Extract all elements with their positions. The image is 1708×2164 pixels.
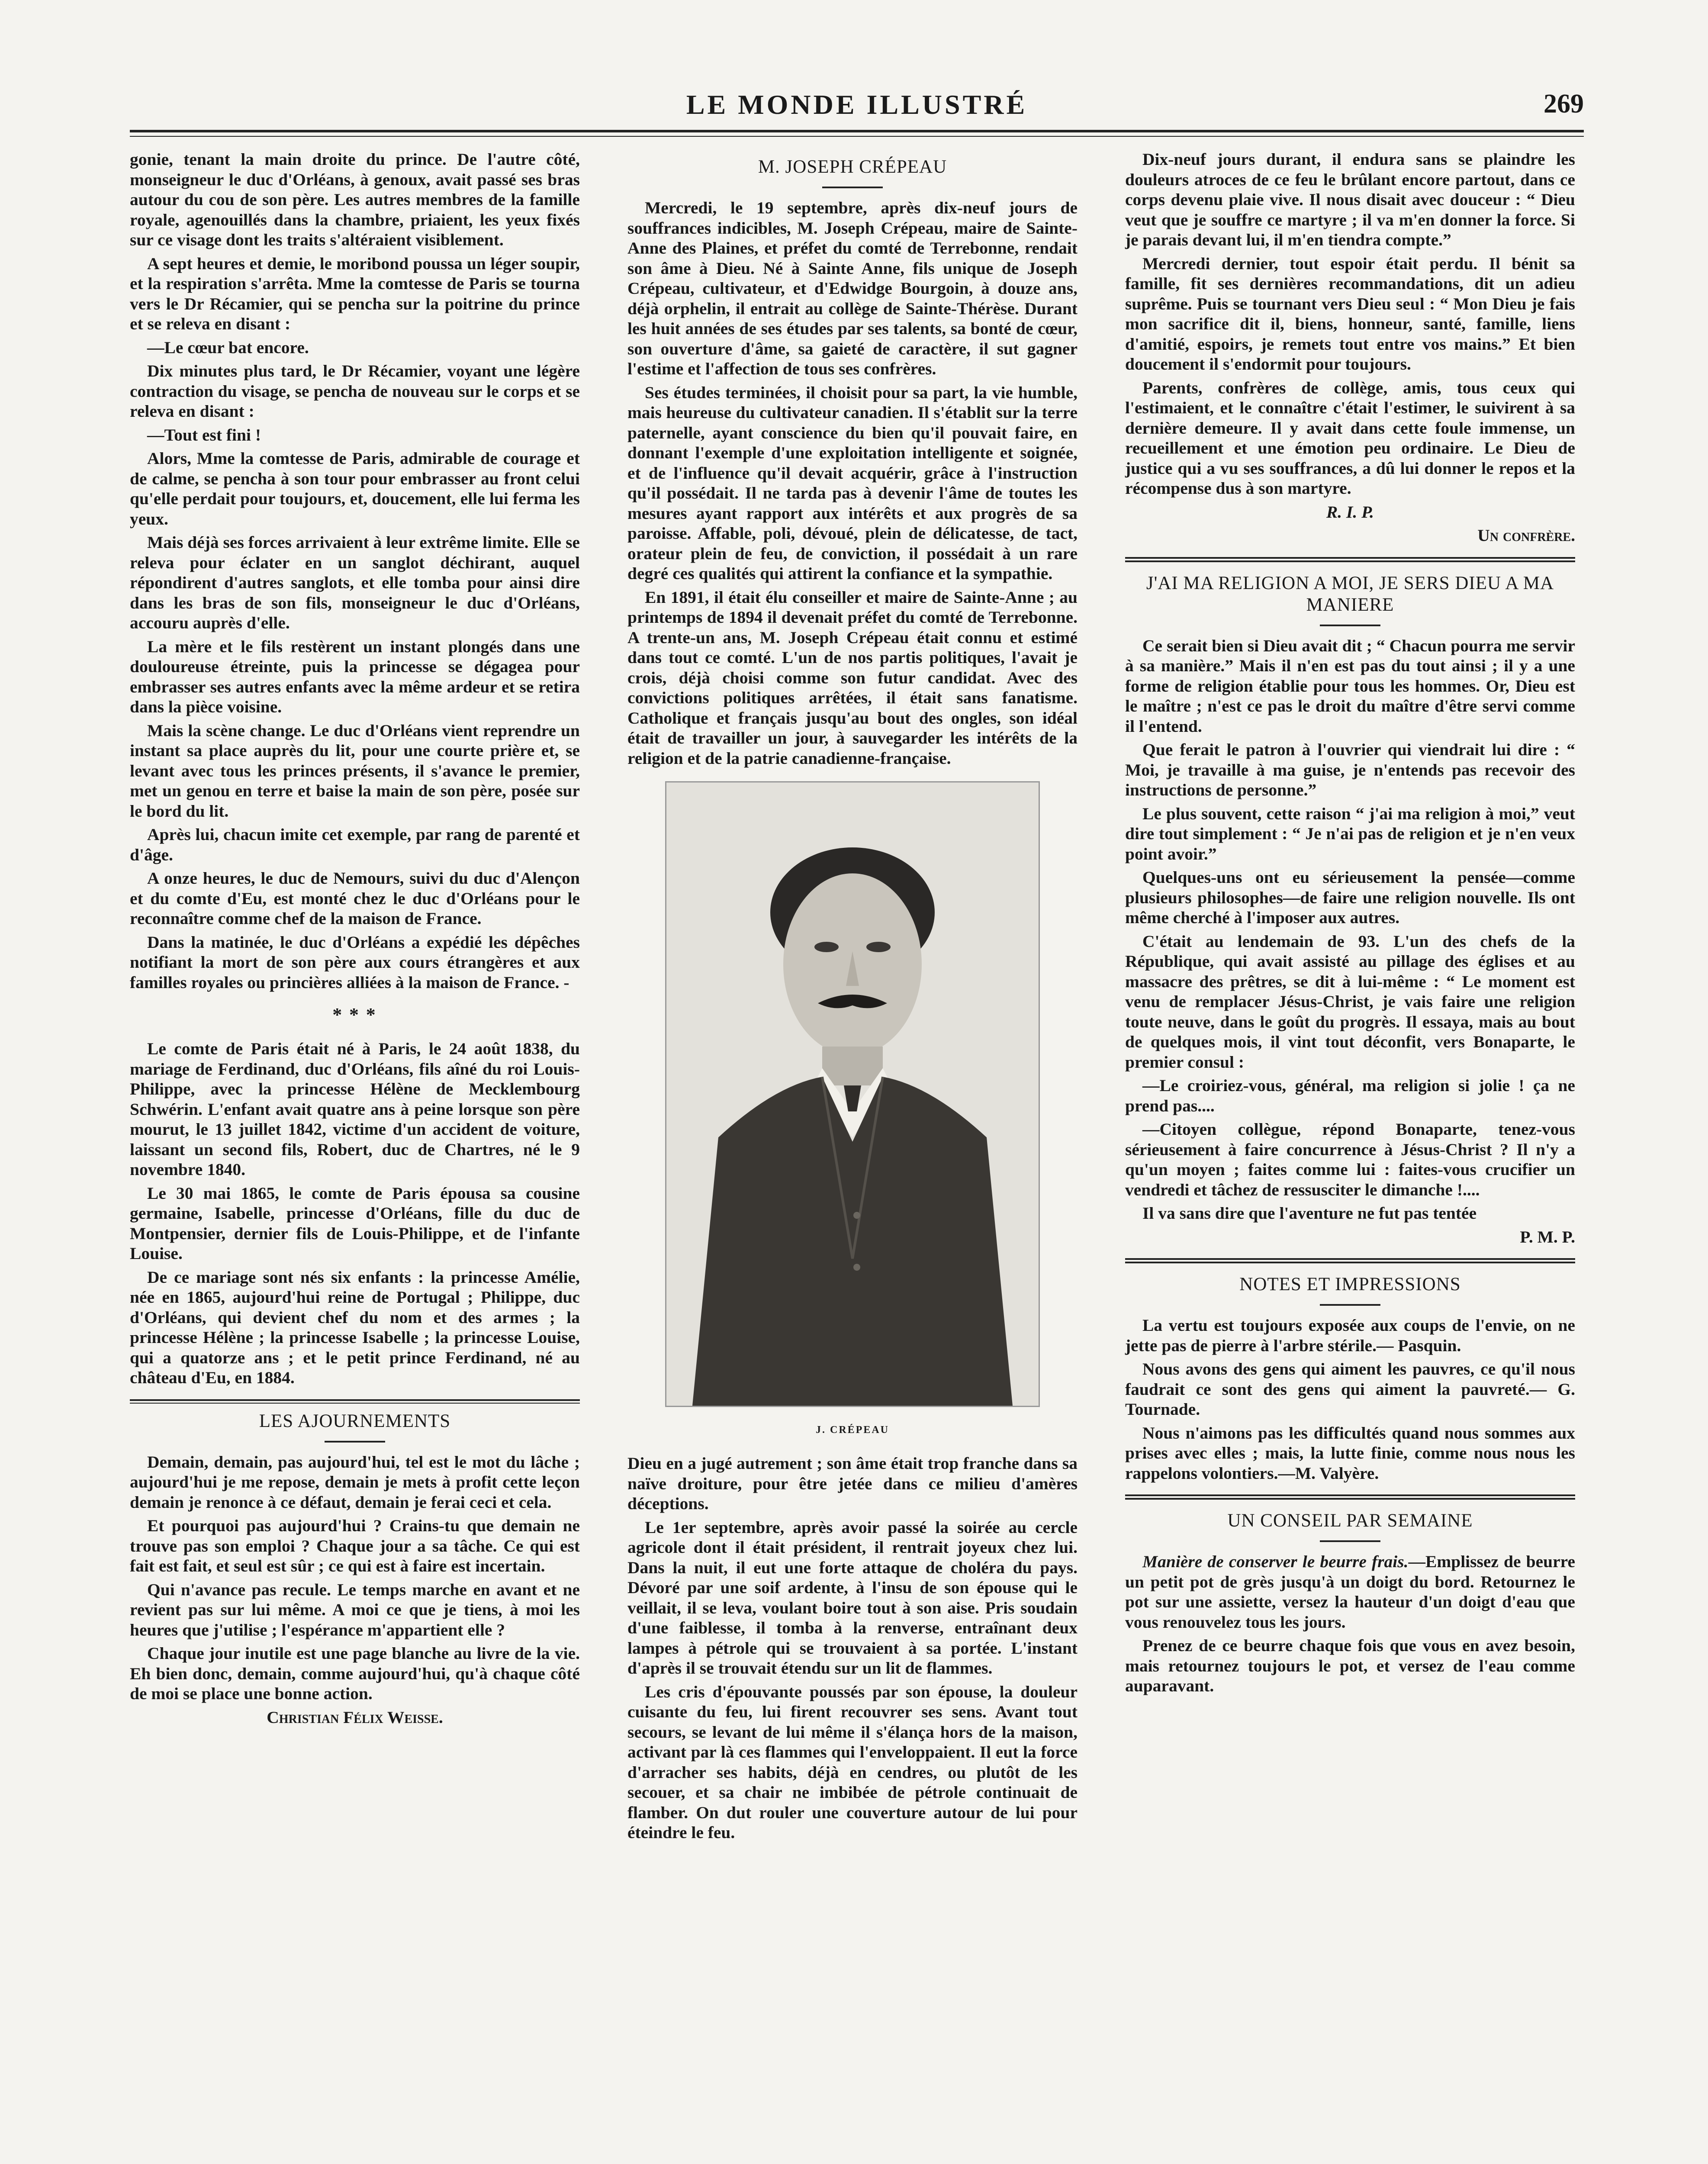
paragraph: Alors, Mme la comtesse de Paris, admirable de courage et de calme, se pencha à son tour pour embrasser au front celui qu'elle perdait pour toujours, et, doucement, elle lui ferma les yeux.: [130, 449, 580, 528]
paragraph: Le comte de Paris était né à Paris, le 24 août 1838, du mariage de Ferdinand, duc d'Orléans, fils aîné du roi Louis-Philippe, avec la princesse Hélène de Mecklembourg Schwérin. L'enfant avait quatre ans à peine lorsque son père mourut, le 13 juillet 1842, victime d'un accident de voiture, laissant un second fils, Robert, duc de Chartres, né le 9 novembre 1840.: [130, 1039, 580, 1179]
rip-line: R. I. P.: [1326, 502, 1374, 522]
paragraph: —Le cœur bat encore.: [147, 338, 309, 357]
paragraph: Demain, demain, pas aujourd'hui, tel est le mot du lâche ; aujourd'hui je me repose, demain je mets à profit cette leçon demain je renonce à ce défaut, demain je ferai ceci et cela.: [130, 1452, 580, 1512]
column-2: [627, 149, 1078, 1846]
paragraph: —Citoyen collègue, répond Bonaparte, tenez-vous sérieusement à faire concurrence à Jésus-Christ ? Il n'y a qu'un moyen ; faites comme lui : faites-vous crucifier un vendredi et tâchez de ressusciter le dimanche !....: [1125, 1120, 1575, 1199]
section-rule-thin: [1125, 560, 1575, 562]
paragraph: Mercredi, le 19 septembre, après dix-neuf jours de souffrances indicibles, M. Joseph Crépeau, maire de Sainte-Anne des Plaines, et préfet du comté de Terrebonne, rendait son âme à Dieu. Né à Sainte Anne, fils unique de Joseph Crépeau, cultivateur, et d'Edwidge Bourgoin, à douze ans, déjà orphelin, il entrait au collège de Sainte-Thérèse. Durant les huit années de ses études par ses talents, sa bonté de cœur, son ouverture d'âme, sa gaieté de caractère, il sut gagner l'estime et l'affection de tous ses confrères.: [627, 198, 1078, 378]
paragraph: —Le croiriez-vous, général, ma religion si jolie ! ça ne prend pas....: [1125, 1076, 1575, 1115]
article-heading-conseil: UN CONSEIL PAR SEMAINE: [1227, 1510, 1473, 1531]
paragraph: Le plus souvent, cette raison “ j'ai ma religion à moi,” veut dire tout simplement : “ Je n'ai pas de religion et je n'en veux point avoir.”: [1125, 804, 1575, 863]
photo-caption: J. CRÉPEAU: [815, 1424, 889, 1436]
paragraph: Le 30 mai 1865, le comte de Paris épousa sa cousine germaine, Isabelle, princesse d'Orléans, fille du duc de Montpensier, dernier fils de Louis-Philippe, et de l'infante Louise.: [130, 1183, 580, 1263]
paragraph: Et pourquoi pas aujourd'hui ? Crains-tu que demain ne trouve pas son emploi ? Chaque jour a sa tâche. Ce qui est fait est fait, et seul est sûr ; ce qui est à faire est incertain.: [130, 1516, 580, 1575]
paragraph: Nous n'aimons pas les difficultés quand nous sommes aux prises avec elles ; mais, la lutte finie, comme nous nous les rappelons volontiers.—M. Valyère.: [1125, 1423, 1575, 1483]
author-signature: Christian Félix Weisse.: [267, 1707, 443, 1727]
heading-rule: [1320, 625, 1380, 626]
article-heading-religion: J'AI MA RELIGION A MOI, JE SERS DIEU A MA MANIERE: [1146, 573, 1554, 615]
heading-rule: [1320, 1304, 1380, 1306]
paragraph: La vertu est toujours exposée aux coups de l'envie, on ne jette pas de pierre à l'arbre stérile.— Pasquin.: [1125, 1316, 1575, 1355]
portrait-photo: [665, 781, 1040, 1407]
article-heading-ajournements: LES AJOURNEMENTS: [259, 1410, 451, 1431]
column-3: [1125, 149, 1575, 1700]
paragraph: [1125, 1552, 1575, 1632]
section-rule: [1125, 1258, 1575, 1260]
paragraph: Ce serait bien si Dieu avait dit ; “ Chacun pourra me servir à sa manière.” Mais il n'en est pas du tout ainsi ; il y a une forme de religion établie pour tous les hommes. Or, Dieu est le maître ; n'est ce pas le droit du maître d'être servi comme il l'entend.: [1125, 636, 1575, 736]
section-stars: * * *: [332, 1004, 377, 1025]
paragraph: La mère et le fils restèrent un instant plongés dans une douloureuse étreinte, puis la princesse se dégagea pour embrasser ses autres enfants avec la même ardeur et se retira dans la pièce voisine.: [130, 637, 580, 716]
paragraph: A sept heures et demie, le moribond poussa un léger soupir, et la respiration s'arrêta. Mme la comtesse de Paris se tourna vers le Dr Récamier, qui se pencha sur la poitrine du prince et se releva en disant :: [130, 254, 580, 333]
paragraph: Mais la scène change. Le duc d'Orléans vient reprendre un instant sa place auprès du lit, pour une courte prière et, se levant avec tous les princes présents, il s'avance le premier, met un genou en terre et baise la main de son père, posée sur le bord du lit.: [130, 721, 580, 821]
paragraph: Que ferait le patron à l'ouvrier qui viendrait lui dire : “ Moi, je travaille à ma guise, je n'entends pas recevoir des instructions de personne.”: [1125, 740, 1575, 799]
newspaper-title: LE MONDE ILLUSTRÉ: [686, 89, 1028, 120]
section-rule: [130, 1399, 580, 1401]
author-signature: Un confrère.: [1477, 526, 1575, 545]
paragraph: Nous avons des gens qui aiment les pauvres, ce qu'il nous faudrait ce sont des gens qui aiment la pauvreté.— G. Tournade.: [1125, 1359, 1575, 1419]
section-rule-thin: [130, 1403, 580, 1404]
paragraph: Dix-neuf jours durant, il endura sans se plaindre les douleurs atroces de ce feu le brûlant encore partout, dans ce corps devenu plaie vive. Il nous disait avec douceur : “ Dieu veut que je souffre ce martyre ; il va m'en donner la force. Si je parais devant lui, il m'en tiendra compte.”: [1125, 150, 1575, 249]
paragraph: C'était au lendemain de 93. L'un des chefs de la République, qui avait assisté au pillage des églises et au massacre des prêtres, se dit à lui-même : “ Le moment est venu de remplacer Jésus-Christ, je vais faire une religion toute neuve, dans le goût du progrès. Il essaya, mais au bout de quelques mois, il vint tout déconfit, vers Bonaparte, le premier consul :: [1125, 931, 1575, 1072]
paragraph: Prenez de ce beurre chaque fois que vous en avez besoin, mais retournez toujours le pot, et versez de l'eau comme auparavant.: [1125, 1636, 1575, 1695]
paragraph: Les cris d'épouvante poussés par son épouse, la douleur cuisante du feu, lui firent recouvrer ses sens. Avant tout secours, se levant de lui même il s'élança hors de la maison, activant par là ces flammes qui l'enveloppaient. Il eut la force d'arracher ses habits, déjà en cendres, ou plutôt de les secouer, et sa chair ne imbibée de pétrole continuait de flamber. On dut rouler une couverture autour de lui pour éteindre le feu.: [627, 1682, 1078, 1842]
recipe-title: Manière de conserver le beurre frais.: [1142, 1552, 1409, 1571]
paragraph: Mais déjà ses forces arrivaient à leur extrême limite. Elle se releva pour éclater en un sanglot déchirant, auquel répondirent d'autres sanglots, et elle tomba pour ainsi dire dans les bras de son fils, monseigneur le duc d'Orléans, accouru auprès d'elle.: [130, 533, 580, 632]
masthead: [130, 89, 1584, 128]
header-rule: [130, 130, 1584, 132]
heading-rule: [325, 1441, 385, 1443]
recipe-text: —Emplissez de beurre un petit pot de grès jusqu'à un doigt du bord. Retournez le pot sur une assiette, versez la hauteur d'un doigt d'eau que vous renouvelez tous les jours.: [1125, 1552, 1575, 1632]
paragraph: Dix minutes plus tard, le Dr Récamier, voyant une légère contraction du visage, se pencha de nouveau sur le corps et se releva en disant :: [130, 361, 580, 421]
article-heading-crepeau: M. JOSEPH CRÉPEAU: [758, 157, 947, 177]
paragraph: Parents, confrères de collège, amis, tous ceux qui l'estimaient, et le connaître c'était l'estimer, le suivirent à sa dernière demeure. Il y avait dans cette foule immense, un recueillement et une émotion peu ordinaire. Le Dieu de justice qui a vu ses souffrances, a dû lui donner le repos et la récompense dus à son martyre.: [1125, 378, 1575, 498]
heading-rule: [1320, 1540, 1380, 1542]
paragraph: Mercredi dernier, tout espoir était perdu. Il bénit sa famille, fit ses dernières recommandations, dit un adieu suprême. Puis se tournant vers Dieu seul : “ Mon Dieu je fais mon sacrifice dit il, biens, honneur, santé, famille, liens d'amitié, espoirs, je remets tout entre vos mains.” Et bien doucement il s'endormit pour toujours.: [1125, 254, 1575, 374]
paragraph: Ses études terminées, il choisit pour sa part, la vie humble, mais heureuse du cultivateur canadien. Il s'établit sur la terre paternelle, ayant conscience du bien qu'il pouvait faire, en donnant l'exemple d'une exploitation intelligente et soignée, et de l'influence qu'il devait acquérir, grâce à l'instruction qu'il possédait. Il ne tarda pas à devenir l'âme de toutes les mesures ayant rapport aux intérêts et aux progrès de sa paroisse. Affable, poli, dévoué, plein de délicatesse, de tact, orateur plein de feu, de conviction, il possédait à un rare degré ces qualités qui attirent la confiance et la sympathie.: [627, 383, 1078, 583]
heading-rule: [822, 187, 883, 188]
paragraph: Après lui, chacun imite cet exemple, par rang de parenté et d'âge.: [130, 825, 580, 864]
section-rule-thin: [1125, 1498, 1575, 1500]
column-1: [130, 149, 580, 1731]
article-heading-notes: NOTES ET IMPRESSIONS: [1239, 1274, 1461, 1295]
header-rule-thin: [130, 136, 1584, 137]
paragraph: Qui n'avance pas recule. Le temps marche en avant et ne revient pas sur lui même. A moi ce que je tiens, à moi les heures que j'utilise ; l'espérance m'appartient elle ?: [130, 1580, 580, 1639]
paragraph: Chaque jour inutile est une page blanche au livre de la vie. Eh bien donc, demain, comme aujourd'hui, qu'à chaque côté de moi se place une bonne action.: [130, 1644, 580, 1703]
paragraph: En 1891, il était élu conseiller et maire de Sainte-Anne ; au printemps de 1894 il devenait préfet du comté de Terrebonne. A trente-un ans, M. Joseph Crépeau était connu et estimé dans tout ce comté. L'un de nos partis politiques, l'avait je crois, déjà choisi comme son futur candidat. Avec des convictions politiques arrêtées, il était sans fanatisme. Catholique et français jusqu'au bout des ongles, son idéal était de travailler un jour, à sauvegarder les intérêts de la religion et de la patrie canadienne-française.: [627, 587, 1078, 768]
paragraph: Le 1er septembre, après avoir passé la soirée au cercle agricole dont il était président, il rentrait joyeux chez lui. Dans la nuit, il eut une forte attaque de choléra du pays. Dévoré par une soif ardente, à l'insu de son épouse qui le veillait, il se leva, voulant boire tout à son aise. Pris soudain d'une faiblesse, il tomba à la renverse, entraînant deux lampes à pétrole qui se trouvaient à sa portée. L'instant d'après il se trouvait étendu sur un lit de flammes.: [627, 1517, 1078, 1678]
portrait-illustration: [666, 783, 1039, 1406]
section-rule: [1125, 1494, 1575, 1496]
paragraph: —Tout est fini !: [147, 425, 261, 444]
section-rule: [1125, 557, 1575, 559]
page-number: 269: [1544, 89, 1584, 119]
paragraph: A onze heures, le duc de Nemours, suivi du duc d'Alençon et du comte d'Eu, est monté chez le duc d'Orléans pour le reconnaître comme chef de la maison de France.: [130, 869, 580, 928]
paragraph: Dieu en a jugé autrement ; son âme était trop franche dans sa naïve droiture, pour être jetée dans ce milieu d'amères déceptions.: [627, 1454, 1078, 1513]
paragraph: Dans la matinée, le duc d'Orléans a expédié les dépêches notifiant la mort de son père aux cours étrangères et aux familles royales ou princières alliées à la maison de France. -: [130, 932, 580, 992]
paragraph: De ce mariage sont nés six enfants : la princesse Amélie, née en 1865, aujourd'hui reine de Portugal ; Philippe, duc d'Orléans, qui devient chef du nom et des armes ; la princesse Hélène ; la princesse Isabelle ; la princesse Louise, qui a quatorze ans ; et le petit prince Ferdinand, né au château d'Eu, en 1884.: [130, 1267, 580, 1387]
section-rule-thin: [1125, 1262, 1575, 1263]
paragraph: gonie, tenant la main droite du prince. De l'autre côté, monseigneur le duc d'Orléans, à genoux, avait passé ses bras autour du cou de son père. Les autres membres de la famille royale, agenouillés dans la chambre, priaient, les yeux fixés sur ce visage dont les traits s'altéraient visiblement.: [130, 150, 580, 249]
paragraph: Quelques-uns ont eu sérieusement la pensée—comme plusieurs philosophes—de faire une religion nouvelle. Ils ont même cherché à l'imposer aux autres.: [1125, 868, 1575, 927]
paragraph: Il va sans dire que l'aventure ne fut pas tentée: [1142, 1204, 1477, 1223]
author-signature: P. M. P.: [1520, 1227, 1575, 1246]
